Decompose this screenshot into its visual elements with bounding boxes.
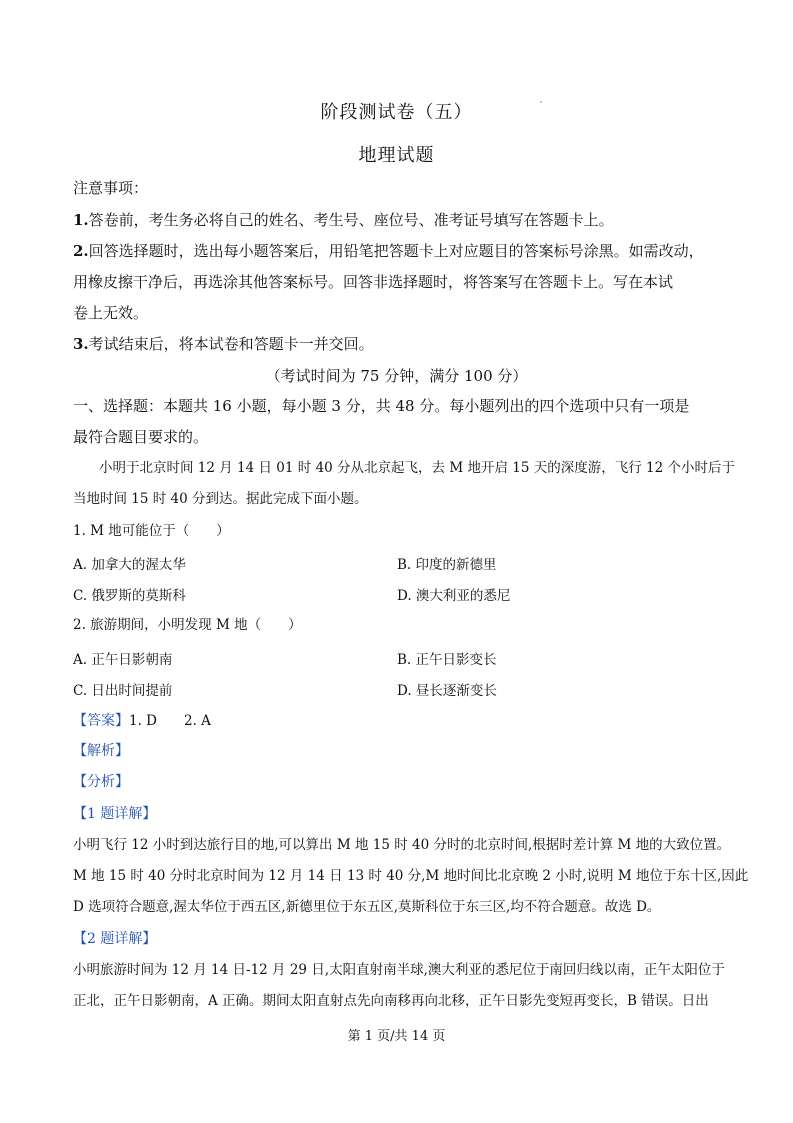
q2-detail-line-2: 正北，正午日影朝南，A 正确。期间太阳直射点先向南移再向北移，正午日影先变短再变长，B 错误。日出 xyxy=(73,993,709,1009)
exam-time-info: （考试时间为 75 分钟，满分 100 分） xyxy=(265,367,528,385)
q1-detail-label: 【1 题详解】 xyxy=(73,806,157,822)
q1-detail-line-2: M 地 15 时 40 分时北京时间为 12 月 14 日 13 时 40 分,M 地时间比北京晚 2 小时,说明 M 地位于东十区,因此 xyxy=(73,868,749,884)
note-item-2-line-1 xyxy=(73,241,704,261)
page-subtitle: 地理试题 xyxy=(358,145,435,166)
notes-heading: 注意事项： xyxy=(73,179,149,197)
q1-detail-line-3: D 选项符合题意,渥太华位于西五区,新德里位于东五区,莫斯科位于东三区,均不符合题意。故选 D。 xyxy=(73,899,661,915)
q2-detail-label: 【2 题详解】 xyxy=(73,931,157,947)
note-item-1 xyxy=(73,210,614,230)
page-title: 阶段测试卷（五） xyxy=(320,102,473,123)
question-1-option-a: A. 加拿大的渥太华 xyxy=(73,557,186,573)
q1-detail-line-1: 小明飞行 12 小时到达旅行目的地,可以算出 M 地 15 时 40 分时的北京时间,根据时差计算 M 地的大致位置。 xyxy=(73,837,731,853)
question-2-option-d: D. 昼长逐渐变长 xyxy=(397,683,497,699)
question-1-option-d: D. 澳大利亚的悉尼 xyxy=(397,588,511,604)
note-item-1-text: 答卷前，考生务必将自己的姓名、考生号、座位号、准考证号填写在答题卡上。 xyxy=(88,211,614,229)
note-item-2-num: 2. xyxy=(73,242,89,260)
question-2-option-a: A. 正午日影朝南 xyxy=(73,652,173,668)
note-item-2-line-3: 卷上无效。 xyxy=(73,304,149,322)
answer-label: 【答案】 xyxy=(73,713,129,729)
q2-detail-line-1: 小明旅游时间为 12 月 14 日-12 月 29 日,太阳直射南半球,澳大利亚的悉尼位于南回归线以南，正午太阳位于 xyxy=(73,962,725,978)
note-item-1-num: 1. xyxy=(73,211,89,229)
note-item-3 xyxy=(73,334,374,354)
note-item-3-num: 3. xyxy=(73,335,89,353)
question-2-stem: 2. 旅游期间，小明发现 M 地（ ） xyxy=(73,617,302,633)
answer-line xyxy=(73,709,211,730)
section-1-instructions-line-1: 一、选择题：本题共 16 小题，每小题 3 分，共 48 分。每小题列出的四个选项中只有一项是 xyxy=(73,397,690,415)
page-footer: 第 1 页/共 14 页 xyxy=(347,1029,446,1044)
question-1-stem: 1. M 地可能位于（ ） xyxy=(73,523,230,539)
note-item-2-line-2: 用橡皮擦干净后，再选涂其他答案标号。回答非选择题时，将答案写在答题卡上。写在本试 xyxy=(73,273,674,291)
answer-text: 1. D 2. A xyxy=(129,713,211,729)
question-1-option-b: B. 印度的新德里 xyxy=(397,557,497,573)
note-item-3-text: 考试结束后，将本试卷和答题卡一并交回。 xyxy=(88,335,374,353)
question-1-option-c: C. 俄罗斯的莫斯科 xyxy=(73,588,186,604)
analysis-label: 【解析】 xyxy=(73,743,129,759)
question-2-option-c: C. 日出时间提前 xyxy=(73,683,173,699)
breakdown-label: 【分析】 xyxy=(73,774,129,790)
section-1-instructions-line-2: 最符合题目要求的。 xyxy=(73,428,209,446)
passage-line-2: 当地时间 15 时 40 分到达。据此完成下面小题。 xyxy=(73,491,368,507)
note-item-2-text: 回答选择题时，选出每小题答案后，用铅笔把答题卡上对应题目的答案标号涂黑。如需改动， xyxy=(88,242,704,260)
question-2-option-b: B. 正午日影变长 xyxy=(397,652,497,668)
passage-line-1: 小明于北京时间 12 月 14 日 01 时 40 分从北京起飞，去 M 地开启 15 天的深度游，飞行 12 个小时后于 xyxy=(99,460,735,476)
